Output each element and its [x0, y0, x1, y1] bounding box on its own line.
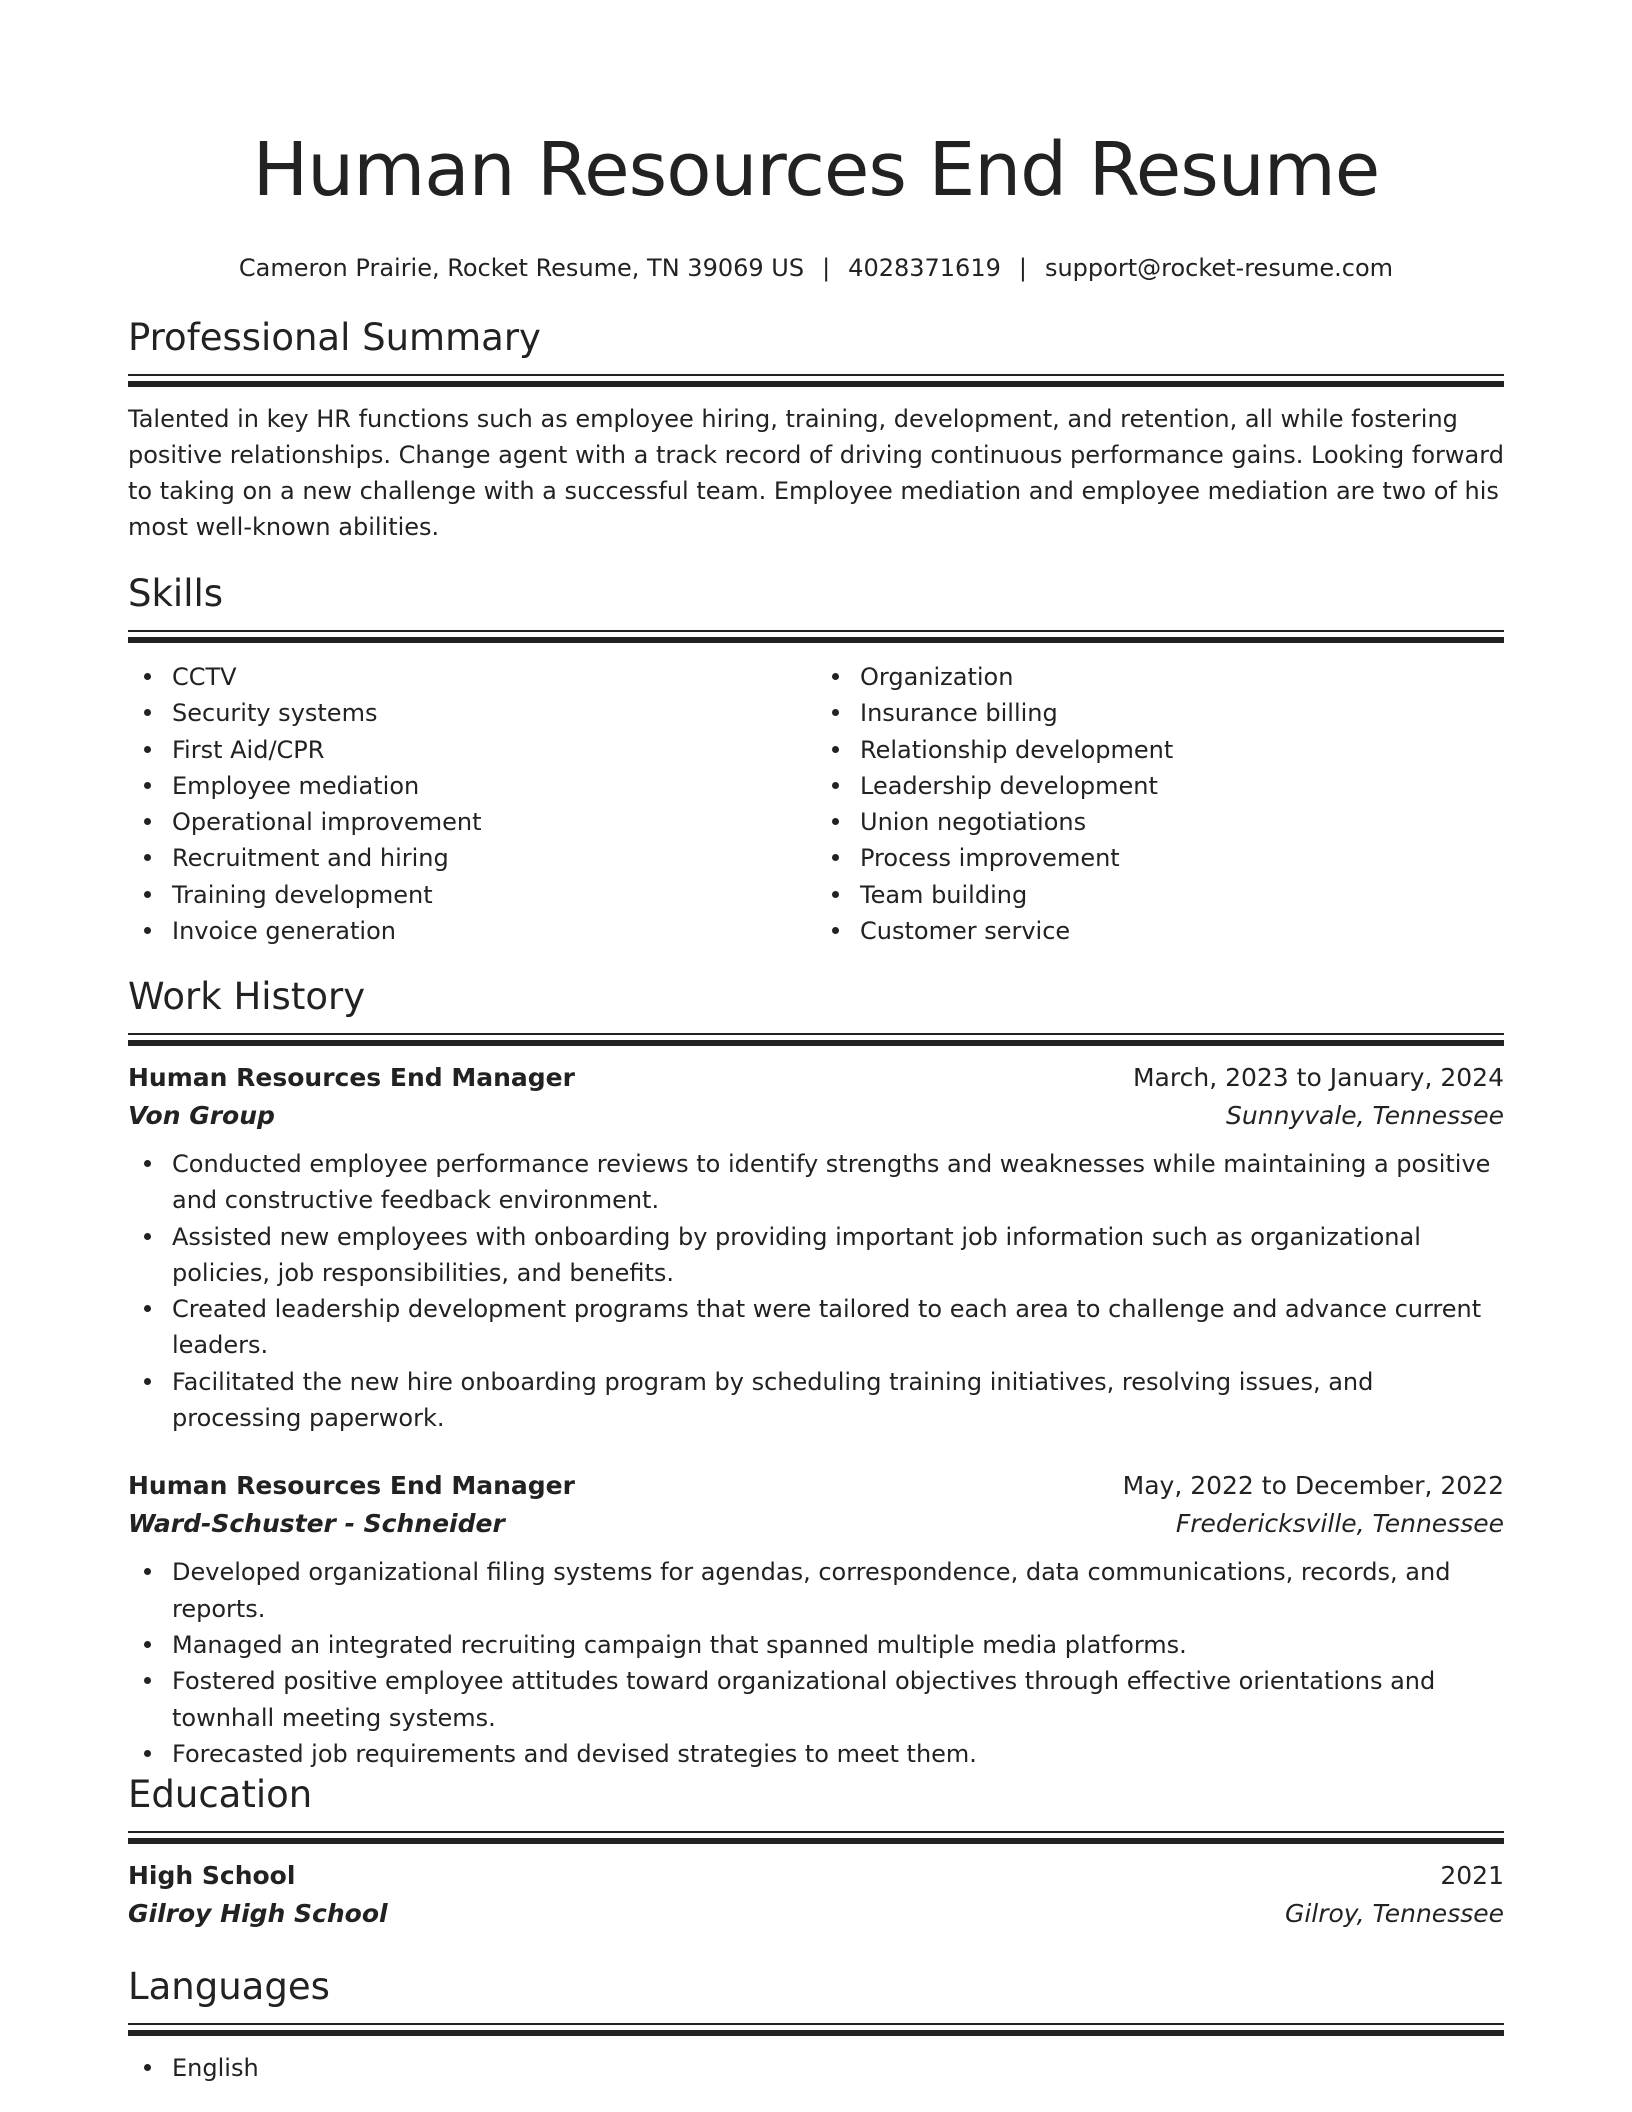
- skill-item: CCTV: [128, 659, 816, 695]
- section-rule: [128, 630, 1504, 632]
- section-rule-thick: [128, 2030, 1504, 2036]
- job-bullets: [128, 1146, 1504, 1436]
- skill-item: Insurance billing: [816, 695, 1504, 731]
- language-item: English: [128, 2050, 1504, 2086]
- job-bullet: Assisted new employees with onboarding by providing important job information such as organizational policies, job responsibilities, and benefits.: [128, 1219, 1504, 1292]
- section-rule-thick: [128, 381, 1504, 387]
- skills-columns: [128, 659, 1504, 949]
- skill-item: Invoice generation: [128, 913, 816, 949]
- section-rule: [128, 374, 1504, 376]
- contact-address: Cameron Prairie, Rocket Resume, TN 39069 US: [238, 254, 805, 282]
- job-header: [128, 1468, 1504, 1504]
- education-subheader: [128, 1894, 1504, 1934]
- job-bullets: [128, 1554, 1504, 1772]
- skill-item: Process improvement: [816, 840, 1504, 876]
- skill-item: Team building: [816, 877, 1504, 913]
- section-rule: [128, 2023, 1504, 2025]
- skills-section: [128, 570, 1504, 949]
- job-bullet: Created leadership development programs that were tailored to each area to challenge and advance current leaders.: [128, 1291, 1504, 1364]
- job-entry: [128, 1468, 1504, 1772]
- job-subheader: [128, 1504, 1504, 1544]
- job-bullet: Managed an integrated recruiting campaign that spanned multiple media platforms.: [128, 1627, 1504, 1663]
- education-section: [128, 1771, 1504, 1934]
- skills-list-left: [128, 659, 816, 949]
- job-company: Von Group: [128, 1101, 275, 1130]
- section-title-skills: Skills: [128, 572, 224, 615]
- job-bullet: Forecasted job requirements and devised strategies to meet them.: [128, 1736, 1504, 1772]
- work-history-section: [128, 973, 1504, 1772]
- section-title-work-history: Work History: [128, 975, 366, 1018]
- job-bullet: Facilitated the new hire onboarding program by scheduling training initiatives, resolving issues, and processing paperwork.: [128, 1364, 1504, 1437]
- section-rule-thick: [128, 1040, 1504, 1046]
- job-entry: [128, 1060, 1504, 1436]
- contact-line: [128, 252, 1504, 284]
- education-degree: High School: [128, 1861, 296, 1890]
- job-company: Ward-Schuster - Schneider: [128, 1509, 505, 1539]
- section-rule-thick: [128, 637, 1504, 643]
- education-year: 2021: [1440, 1861, 1504, 1890]
- contact-email: support@rocket-resume.com: [1044, 254, 1394, 282]
- job-bullet: Developed organizational filing systems for agendas, correspondence, data communications, records, and reports.: [128, 1554, 1504, 1627]
- job-header: [128, 1060, 1504, 1096]
- section-rule: [128, 1831, 1504, 1833]
- job-subheader: [128, 1096, 1504, 1136]
- skill-item: Union negotiations: [816, 804, 1504, 840]
- languages-section: [128, 1963, 1504, 2086]
- skill-item: Leadership development: [816, 768, 1504, 804]
- resume-page: [128, 0, 1504, 2082]
- job-bullet: Conducted employee performance reviews to identify strengths and weaknesses while maintaining a positive and constructive feedback environment.: [128, 1146, 1504, 1219]
- section-title-summary: Professional Summary: [128, 316, 541, 359]
- education-location: Gilroy, Tennessee: [1284, 1899, 1504, 1928]
- job-dates: May, 2022 to December, 2022: [1122, 1471, 1504, 1501]
- skill-item: Training development: [128, 877, 816, 913]
- contact-separator: |: [1018, 254, 1027, 282]
- skill-item: Operational improvement: [128, 804, 816, 840]
- job-location: Sunnyvale, Tennessee: [1226, 1101, 1504, 1130]
- section-rule-thick: [128, 1838, 1504, 1844]
- skill-item: First Aid/CPR: [128, 732, 816, 768]
- section-title-languages: Languages: [128, 1965, 330, 2008]
- skill-item: Recruitment and hiring: [128, 840, 816, 876]
- education-header: [128, 1858, 1504, 1894]
- job-bullet: Fostered positive employee attitudes toward organizational objectives through effective orientations and townhall meeting systems.: [128, 1663, 1504, 1736]
- skill-item: Security systems: [128, 695, 816, 731]
- skills-list-right: [816, 659, 1504, 949]
- languages-list: [128, 2050, 1504, 2086]
- education-school: Gilroy High School: [128, 1899, 388, 1928]
- education-entry: [128, 1858, 1504, 1934]
- skill-item: Organization: [816, 659, 1504, 695]
- summary-text: Talented in key HR functions such as employee hiring, training, development, and retention, all while fostering positive relationships. Change agent with a track record of driving continuous performance gains. Looking forward to taking on a new challenge with a successful team. Employee mediation and employee mediation are two of his most well-known abilities.: [128, 405, 1504, 541]
- job-title: Human Resources End Manager: [128, 1471, 575, 1501]
- skill-item: Customer service: [816, 913, 1504, 949]
- summary-section: [128, 314, 1504, 545]
- contact-separator: |: [822, 254, 831, 282]
- section-rule: [128, 1033, 1504, 1035]
- section-title-education: Education: [128, 1773, 313, 1816]
- job-dates: March, 2023 to January, 2024: [1132, 1063, 1504, 1092]
- contact-phone: 4028371619: [848, 254, 1001, 282]
- resume-name: Human Resources End Resume: [252, 127, 1380, 213]
- job-location: Fredericksville, Tennessee: [1175, 1509, 1504, 1539]
- skill-item: Employee mediation: [128, 768, 816, 804]
- job-title: Human Resources End Manager: [128, 1063, 575, 1092]
- skill-item: Relationship development: [816, 732, 1504, 768]
